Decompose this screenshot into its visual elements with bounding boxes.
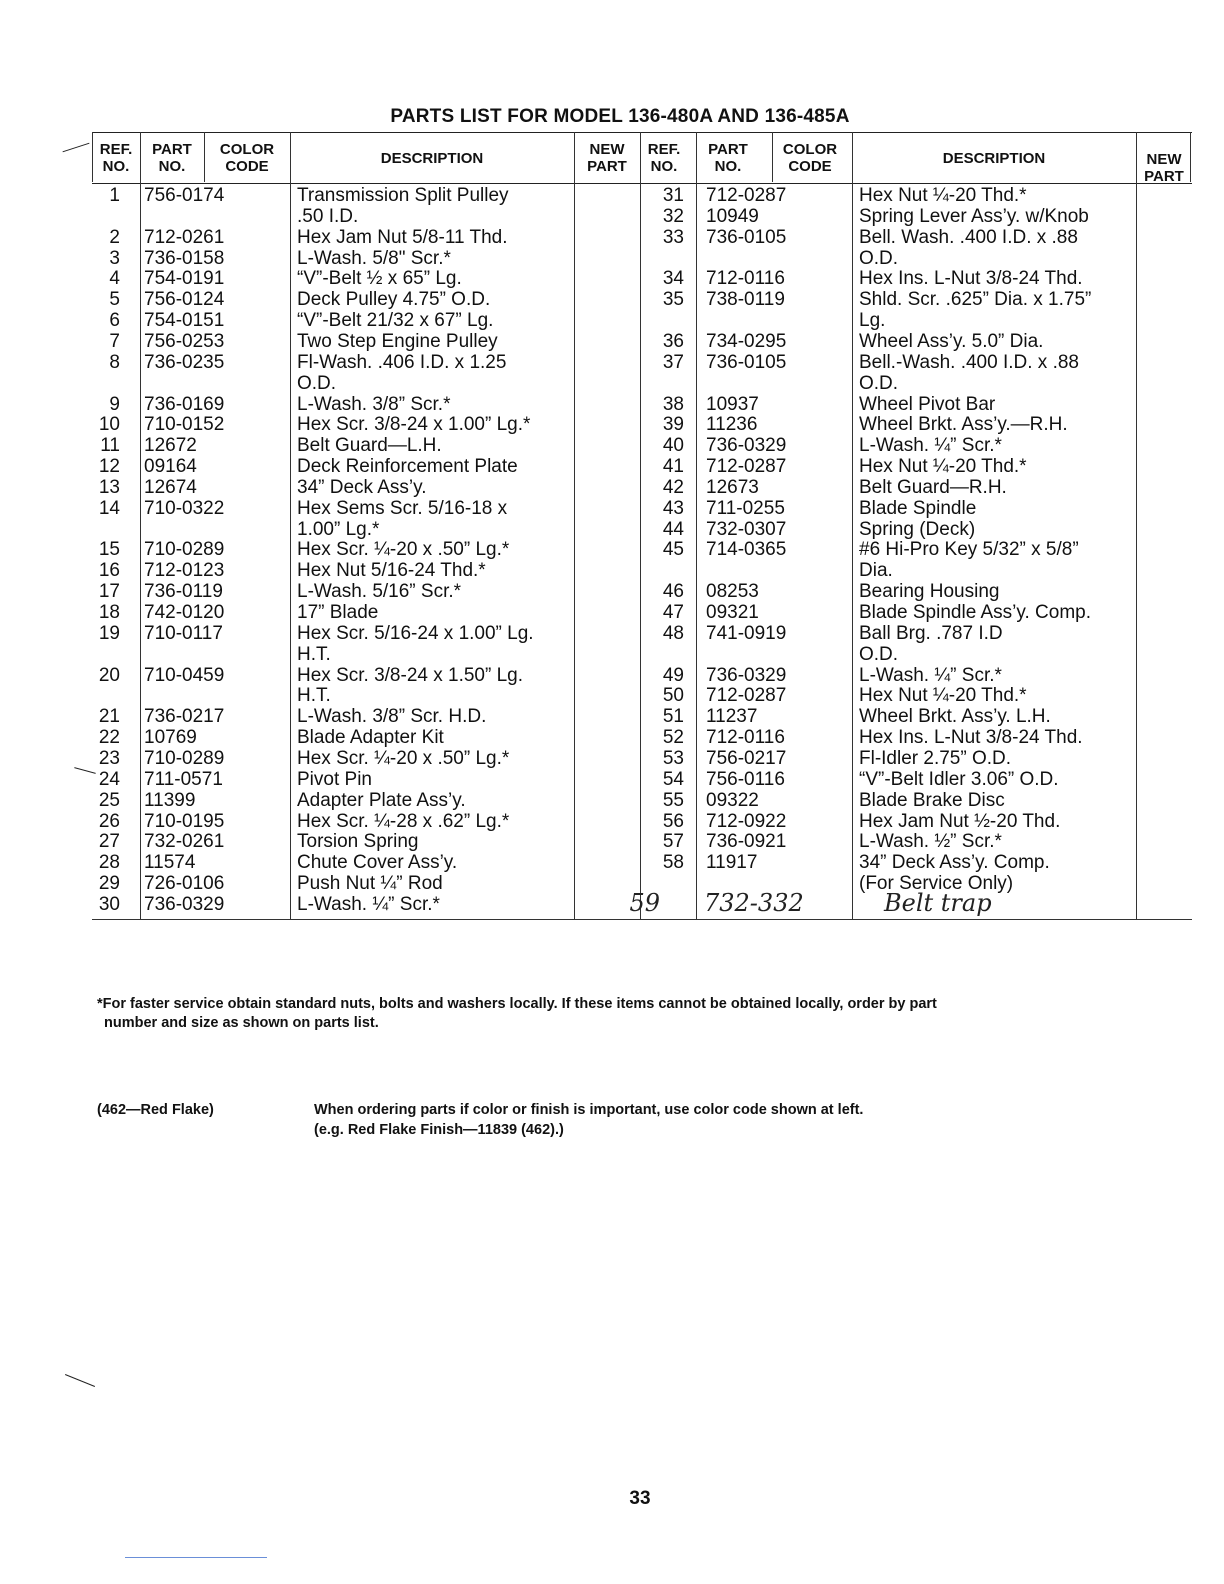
header-new-part-right: NEW PART xyxy=(1144,151,1184,185)
part-no-cell: 736-0329 xyxy=(706,435,787,457)
description-cell: .50 I.D. xyxy=(297,205,359,227)
part-no-cell: 736-0105 xyxy=(706,226,787,248)
header-part-no-right: PART NO. xyxy=(708,141,748,175)
part-no-cell: 710-0195 xyxy=(144,810,225,832)
description-cell: Fl-Wash. .406 I.D. x 1.25 xyxy=(297,351,507,373)
description-cell: Blade Spindle xyxy=(859,497,977,519)
description-cell: Hex Nut 5/16-24 Thd.* xyxy=(297,560,486,582)
part-no-cell: 711-0571 xyxy=(144,768,223,790)
description-cell: Hex Nut ¼-20 Thd.* xyxy=(859,185,1027,206)
ref-no-cell: 36 xyxy=(662,330,684,352)
ref-no-cell: 37 xyxy=(662,351,684,373)
ref-no-cell: 19 xyxy=(98,622,120,644)
description-cell: Push Nut ¼” Rod xyxy=(297,873,443,895)
description-cell: Hex Scr. ¼-20 x .50” Lg.* xyxy=(297,747,510,769)
description-cell: O.D. xyxy=(859,372,899,394)
part-no-cell: 736-0217 xyxy=(144,706,225,728)
description-cell: Hex Nut ¼-20 Thd.* xyxy=(859,685,1027,707)
description-cell: L-Wash. ¼” Scr.* xyxy=(859,435,1002,457)
description-cell: Blade Spindle Ass’y. Comp. xyxy=(859,602,1091,623)
part-no-cell: 736-0158 xyxy=(144,247,225,269)
description-cell: Hex Scr. 3/8-24 x 1.00” Lg.* xyxy=(297,414,531,436)
description-cell: L-Wash. ½” Scr.* xyxy=(859,831,1002,853)
ref-no-cell: 47 xyxy=(662,602,684,623)
part-no-cell: 09321 xyxy=(706,602,759,623)
column-divider xyxy=(574,132,575,919)
description-cell: Hex Jam Nut 5/8-11 Thd. xyxy=(297,226,508,248)
part-no-cell: 756-0116 xyxy=(706,768,785,790)
description-cell: 1.00” Lg.* xyxy=(297,518,380,540)
color-key: (462—Red Flake) xyxy=(97,1102,214,1118)
part-no-cell: 710-0117 xyxy=(144,622,223,644)
ref-no-cell: 7 xyxy=(109,330,120,352)
ref-no-cell: 18 xyxy=(98,602,120,623)
description-cell: Hex Scr. 5/16-24 x 1.00” Lg. xyxy=(297,622,534,644)
description-cell: Deck Pulley 4.75” O.D. xyxy=(297,289,491,311)
ref-no-cell: 30 xyxy=(98,893,120,915)
ref-no-cell: 34 xyxy=(662,268,684,290)
ref-no-cell: 2 xyxy=(109,226,120,248)
ref-no-cell: 5 xyxy=(109,289,120,311)
description-cell: H.T. xyxy=(297,685,331,707)
table-bottom-rule xyxy=(92,919,1192,920)
description-cell: “V”-Belt 21/32 x 67” Lg. xyxy=(297,310,494,332)
header-new-part: NEW PART xyxy=(587,141,627,175)
ref-no-cell: 31 xyxy=(662,185,684,206)
ref-no-cell: 53 xyxy=(662,747,684,769)
description-cell: Wheel Ass’y. 5.0” Dia. xyxy=(859,330,1044,352)
ref-no-cell: 27 xyxy=(98,831,120,853)
part-no-cell: 12674 xyxy=(144,476,197,498)
part-no-cell: 734-0295 xyxy=(706,330,787,352)
part-no-cell: 10937 xyxy=(706,393,759,415)
column-divider xyxy=(140,132,141,919)
ref-no-cell: 44 xyxy=(662,518,684,540)
part-no-cell: 736-0235 xyxy=(144,351,225,373)
footnote-line-1: *For faster service obtain standard nuts, bolts and washers locally. If these items cannot be obtained locally, order by part xyxy=(97,996,937,1012)
scan-mark xyxy=(63,143,90,153)
handwritten-part: 732-332 xyxy=(704,889,804,917)
part-no-cell: 09322 xyxy=(706,789,759,811)
part-no-cell: 12673 xyxy=(706,476,759,498)
description-cell: (For Service Only) xyxy=(859,873,1014,895)
description-cell: 34” Deck Ass’y. xyxy=(297,476,427,498)
description-cell: Deck Reinforcement Plate xyxy=(297,456,518,478)
part-no-cell: 710-0459 xyxy=(144,664,225,686)
ref-no-cell: 14 xyxy=(98,497,120,519)
ref-no-cell: 8 xyxy=(109,351,120,373)
description-cell: Hex Scr. ¼-20 x .50” Lg.* xyxy=(297,539,510,561)
header-description: DESCRIPTION xyxy=(380,149,484,167)
part-no-cell: 736-0329 xyxy=(144,893,225,915)
part-no-cell: 11236 xyxy=(706,414,758,436)
description-cell: O.D. xyxy=(859,247,899,269)
header-color-code-right: COLOR CODE xyxy=(782,141,838,175)
ref-no-cell: 56 xyxy=(662,810,684,832)
part-no-cell: 710-0289 xyxy=(144,539,225,561)
ref-no-cell: 32 xyxy=(662,205,684,227)
ref-no-cell: 15 xyxy=(98,539,120,561)
part-no-cell: 712-0922 xyxy=(706,810,787,832)
part-no-cell: 742-0120 xyxy=(144,602,225,623)
column-divider xyxy=(92,132,93,182)
handwritten-desc: Belt trap xyxy=(884,889,992,917)
color-note-line-1: When ordering parts if color or finish is important, use color code shown at left. xyxy=(314,1102,864,1118)
description-cell: Chute Cover Ass’y. xyxy=(297,852,458,874)
ref-no-cell: 23 xyxy=(98,747,120,769)
ref-no-cell: 54 xyxy=(662,768,684,790)
part-no-cell: 736-0105 xyxy=(706,351,787,373)
ref-no-cell: 58 xyxy=(662,852,684,874)
color-note-line-2: (e.g. Red Flake Finish—11839 (462).) xyxy=(314,1122,564,1138)
description-cell: Blade Brake Disc xyxy=(859,789,1005,811)
header-description-right: DESCRIPTION xyxy=(942,149,1046,167)
ref-no-cell: 46 xyxy=(662,581,684,603)
page-number: 33 xyxy=(629,1488,651,1509)
description-cell: Bearing Housing xyxy=(859,581,1000,603)
part-no-cell: 738-0119 xyxy=(706,289,785,311)
part-no-cell: 726-0106 xyxy=(144,873,225,895)
description-cell: Belt Guard—R.H. xyxy=(859,476,1007,498)
ref-no-cell: 43 xyxy=(662,497,684,519)
ref-no-cell: 10 xyxy=(98,414,120,436)
part-no-cell: 712-0123 xyxy=(144,560,225,582)
description-cell: Spring Lever Ass’y. w/Knob xyxy=(859,205,1089,227)
ref-no-cell: 52 xyxy=(662,727,684,749)
description-cell: “V”-Belt Idler 3.06” O.D. xyxy=(859,768,1059,790)
ref-no-cell: 25 xyxy=(98,789,120,811)
ref-no-cell: 1 xyxy=(109,185,120,206)
description-cell: Hex Ins. L-Nut 3/8-24 Thd. xyxy=(859,268,1083,290)
part-no-cell: 712-0261 xyxy=(144,226,225,248)
scan-mark xyxy=(65,1374,95,1387)
description-cell: Hex Scr. 3/8-24 x 1.50” Lg. xyxy=(297,664,524,686)
part-no-cell: 732-0307 xyxy=(706,518,787,540)
ref-no-cell: 57 xyxy=(662,831,684,853)
description-cell: Spring (Deck) xyxy=(859,518,976,540)
ref-no-cell: 38 xyxy=(662,393,684,415)
header-ref-no-right: REF. NO. xyxy=(647,141,681,175)
ref-no-cell: 11 xyxy=(100,435,120,457)
header-color-code: COLOR CODE xyxy=(219,141,275,175)
part-no-cell: 736-0921 xyxy=(706,831,787,853)
description-cell: O.D. xyxy=(859,643,899,665)
column-divider xyxy=(640,132,641,919)
ref-no-cell: 24 xyxy=(98,768,120,790)
column-divider xyxy=(290,132,291,919)
description-cell: #6 Hi-Pro Key 5/32” x 5/8” xyxy=(859,539,1079,561)
description-cell: L-Wash. 3/8” Scr.* xyxy=(297,393,451,415)
ref-no-cell: 20 xyxy=(98,664,120,686)
footnote-line-2: number and size as shown on parts list. xyxy=(104,1015,379,1031)
part-no-cell: 11917 xyxy=(706,852,758,874)
ref-no-cell: 55 xyxy=(662,789,684,811)
part-no-cell: 10769 xyxy=(144,727,197,749)
description-cell: Hex Jam Nut ½-20 Thd. xyxy=(859,810,1061,832)
part-no-cell: 714-0365 xyxy=(706,539,787,561)
ref-no-cell: 49 xyxy=(662,664,684,686)
description-cell: L-Wash. ¼” Scr.* xyxy=(297,893,440,915)
column-divider xyxy=(1190,132,1191,182)
ref-no-cell: 16 xyxy=(98,560,120,582)
scan-edge-line xyxy=(125,1557,267,1558)
description-cell: Dia. xyxy=(859,560,893,582)
part-no-cell: 712-0287 xyxy=(706,685,787,707)
description-cell: Bell.-Wash. .400 I.D. x .88 xyxy=(859,351,1079,373)
ref-no-cell: 26 xyxy=(98,810,120,832)
ref-no-cell: 48 xyxy=(662,622,684,644)
part-no-cell: 732-0261 xyxy=(144,831,225,853)
part-no-cell: 710-0322 xyxy=(144,497,225,519)
part-no-cell: 736-0119 xyxy=(144,581,223,603)
part-no-cell: 11574 xyxy=(144,852,196,874)
column-divider xyxy=(772,132,773,182)
description-cell: Bell. Wash. .400 I.D. x .88 xyxy=(859,226,1078,248)
description-cell: Hex Ins. L-Nut 3/8-24 Thd. xyxy=(859,727,1083,749)
description-cell: Transmission Split Pulley xyxy=(297,185,509,206)
part-no-cell: 711-0255 xyxy=(706,497,785,519)
description-cell: L-Wash. ¼” Scr.* xyxy=(859,664,1002,686)
description-cell: Hex Scr. ¼-28 x .62” Lg.* xyxy=(297,810,510,832)
part-no-cell: 756-0124 xyxy=(144,289,225,311)
column-divider xyxy=(1136,132,1137,919)
ref-no-cell: 45 xyxy=(662,539,684,561)
description-cell: Pivot Pin xyxy=(297,768,372,790)
description-cell: Ball Brg. .787 I.D xyxy=(859,622,1003,644)
part-no-cell: 10949 xyxy=(706,205,759,227)
header-part-no: PART NO. xyxy=(152,141,192,175)
ref-no-cell: 50 xyxy=(662,685,684,707)
part-no-cell: 754-0151 xyxy=(144,310,225,332)
ref-no-cell: 3 xyxy=(109,247,120,269)
description-cell: H.T. xyxy=(297,643,331,665)
ref-no-cell: 22 xyxy=(98,727,120,749)
part-no-cell: 11237 xyxy=(706,706,758,728)
description-cell: L-Wash. 5/16” Scr.* xyxy=(297,581,462,603)
part-no-cell: 754-0191 xyxy=(144,268,225,290)
ref-no-cell: 28 xyxy=(98,852,120,874)
ref-no-cell: 29 xyxy=(98,873,120,895)
part-no-cell: 710-0289 xyxy=(144,747,225,769)
ref-no-cell: 41 xyxy=(662,456,684,478)
page-title: PARTS LIST FOR MODEL 136-480A AND 136-485A xyxy=(390,106,850,127)
description-cell: Wheel Brkt. Ass’y. L.H. xyxy=(859,706,1051,728)
handwritten-ref: 59 xyxy=(629,889,660,917)
description-cell: Adapter Plate Ass’y. xyxy=(297,789,466,811)
description-cell: Wheel Pivot Bar xyxy=(859,393,996,415)
ref-no-cell: 17 xyxy=(98,581,120,603)
description-cell: Blade Adapter Kit xyxy=(297,727,444,749)
ref-no-cell: 6 xyxy=(109,310,120,332)
part-no-cell: 09164 xyxy=(144,456,197,478)
part-no-cell: 736-0169 xyxy=(144,393,225,415)
ref-no-cell: 9 xyxy=(109,393,120,415)
description-cell: 34” Deck Ass’y. Comp. xyxy=(859,852,1050,874)
description-cell: Fl-Idler 2.75” O.D. xyxy=(859,747,1012,769)
ref-no-cell: 51 xyxy=(662,706,684,728)
description-cell: Hex Sems Scr. 5/16-18 x xyxy=(297,497,508,519)
ref-no-cell: 33 xyxy=(662,226,684,248)
part-no-cell: 741-0919 xyxy=(706,622,787,644)
column-divider xyxy=(204,132,205,182)
header-ref-no: REF. NO. xyxy=(99,141,133,175)
ref-no-cell: 13 xyxy=(98,476,120,498)
part-no-cell: 712-0116 xyxy=(706,268,785,290)
part-no-cell: 08253 xyxy=(706,581,759,603)
description-cell: L-Wash. 3/8” Scr. H.D. xyxy=(297,706,487,728)
column-divider xyxy=(696,132,697,919)
part-no-cell: 756-0217 xyxy=(706,747,787,769)
description-cell: Lg. xyxy=(859,310,886,332)
ref-no-cell: 4 xyxy=(109,268,120,290)
description-cell: “V”-Belt ½ x 65” Lg. xyxy=(297,268,462,290)
description-cell: Two Step Engine Pulley xyxy=(297,330,498,352)
description-cell: O.D. xyxy=(297,372,337,394)
part-no-cell: 712-0287 xyxy=(706,185,787,206)
description-cell: Torsion Spring xyxy=(297,831,419,853)
part-no-cell: 756-0174 xyxy=(144,185,225,206)
description-cell: 17” Blade xyxy=(297,602,379,623)
description-cell: Wheel Brkt. Ass’y.—R.H. xyxy=(859,414,1068,436)
ref-no-cell: 12 xyxy=(98,456,120,478)
description-cell: Hex Nut ¼-20 Thd.* xyxy=(859,456,1027,478)
description-cell: Belt Guard—L.H. xyxy=(297,435,442,457)
part-no-cell: 712-0287 xyxy=(706,456,787,478)
description-cell: Shld. Scr. .625” Dia. x 1.75” xyxy=(859,289,1092,311)
part-no-cell: 712-0116 xyxy=(706,727,785,749)
part-no-cell: 11399 xyxy=(144,789,196,811)
ref-no-cell: 21 xyxy=(98,706,120,728)
part-no-cell: 710-0152 xyxy=(144,414,225,436)
column-divider xyxy=(852,132,853,919)
table-header xyxy=(92,132,1192,184)
ref-no-cell: 42 xyxy=(662,476,684,498)
ref-no-cell: 40 xyxy=(662,435,684,457)
ref-no-cell: 39 xyxy=(662,414,684,436)
part-no-cell: 12672 xyxy=(144,435,197,457)
description-cell: L-Wash. 5/8" Scr.* xyxy=(297,247,451,269)
ref-no-cell: 35 xyxy=(662,289,684,311)
part-no-cell: 736-0329 xyxy=(706,664,787,686)
part-no-cell: 756-0253 xyxy=(144,330,225,352)
